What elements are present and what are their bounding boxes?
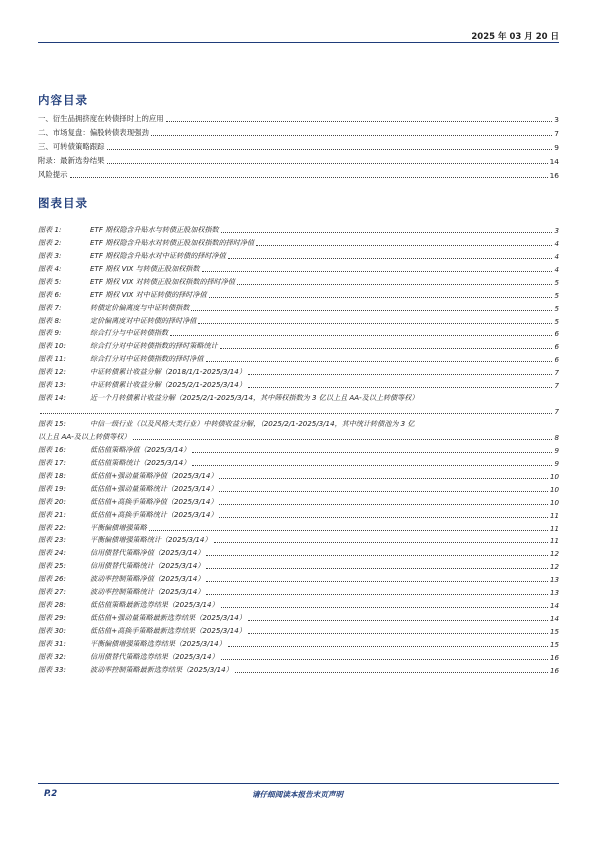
- figure-entry[interactable]: [38, 636, 559, 649]
- figure-number: 图表 9:: [38, 328, 62, 338]
- figure-caption: 信用债替代策略统计（2025/3/14）: [90, 561, 205, 571]
- figure-number: 图表 26:: [38, 574, 66, 584]
- figure-page: 15: [549, 639, 559, 649]
- figure-entry[interactable]: [38, 649, 559, 662]
- contents-title: 内容目录: [38, 93, 88, 107]
- toc-entry-label: 三、可转债策略跟踪: [38, 142, 105, 151]
- figure-number: 图表 10:: [38, 341, 66, 351]
- figure-caption: ETF 期权 VIX 与转债正股加权指数: [90, 263, 200, 273]
- figure-page: 5: [554, 316, 559, 326]
- leader-dots: [206, 555, 548, 556]
- figure-number: 图表 23:: [38, 535, 66, 545]
- leader-dots: [40, 413, 552, 414]
- figure-caption: 低估值策略统计（2025/3/14）: [90, 457, 191, 467]
- report-date: 2025 年 03 月 20 日: [471, 32, 559, 42]
- disclaimer-note: 请仔细阅读本报告末页声明: [251, 790, 344, 799]
- leader-dots: [221, 607, 548, 608]
- header-divider: [38, 42, 559, 43]
- figure-number: 图表 6:: [38, 289, 62, 299]
- leader-dots: [166, 121, 553, 122]
- leader-dots: [220, 348, 553, 349]
- figure-entry[interactable]: [38, 377, 559, 390]
- figure-entry[interactable]: [38, 455, 559, 468]
- figure-number: 图表 25:: [38, 561, 66, 571]
- leader-dots: [228, 258, 553, 259]
- figure-entry[interactable]: [38, 533, 559, 546]
- leader-dots: [206, 568, 548, 569]
- leader-dots: [192, 465, 552, 466]
- figure-number: 图表 21:: [38, 509, 66, 519]
- figure-number: 图表 22:: [38, 522, 66, 532]
- figure-caption: ETF 期权隐含升贴水与转债正股加权指数: [90, 224, 219, 234]
- figure-entry[interactable]: [38, 494, 559, 507]
- figure-page: 10: [549, 484, 559, 494]
- leader-dots: [192, 452, 552, 453]
- figure-caption: ETF 期权隐含升贴水对中证转债的择时净值: [90, 250, 226, 260]
- toc-entry-page: 3: [554, 115, 559, 124]
- figure-number: 图表 7:: [38, 302, 62, 312]
- figure-caption: 综合打分对中证转债指数的择时净值: [90, 354, 204, 364]
- figure-entry[interactable]: [38, 261, 559, 274]
- toc-entry[interactable]: [38, 152, 559, 166]
- leader-dots: [209, 297, 553, 298]
- figure-page: 11: [549, 510, 559, 520]
- leader-dots: [221, 659, 548, 660]
- leader-dots: [198, 323, 552, 324]
- figure-number: 图表 20:: [38, 496, 66, 506]
- toc-entry[interactable]: [38, 138, 559, 152]
- figure-entry[interactable]: [38, 520, 559, 533]
- figure-caption: 转债定价偏离度与中证转债指数: [90, 302, 190, 312]
- leader-dots: [248, 620, 548, 621]
- toc-entry-label: 一、衍生品拥挤度在转债择时上的应用: [38, 114, 164, 123]
- figure-caption: ETF 期权 VIX 对中证转债的择时净值: [90, 289, 207, 299]
- figure-caption: 低估值+高换手策略最新选券结果（2025/3/14）: [90, 626, 246, 635]
- figure-entry[interactable]: [38, 364, 559, 377]
- figure-entry[interactable]: [38, 571, 559, 584]
- figure-entry[interactable]: [38, 442, 559, 455]
- figure-page: 6: [554, 342, 559, 352]
- figure-entry[interactable]: [38, 287, 559, 300]
- leader-dots: [133, 439, 553, 440]
- leader-dots: [248, 374, 553, 375]
- leader-dots: [107, 163, 548, 164]
- figure-caption: ETF 期权 VIX 对转债正股加权指数的择时净值: [90, 276, 235, 286]
- figure-number: 图表 8:: [38, 315, 62, 325]
- figure-number: 图表 33:: [38, 664, 66, 674]
- figure-page: 7: [554, 368, 559, 378]
- leader-dots: [248, 387, 553, 388]
- figure-number: 图表 31:: [38, 638, 66, 648]
- figure-page: 11: [549, 523, 559, 533]
- figure-page: 13: [549, 588, 559, 598]
- figure-caption: 中信一级行业（以及风格大类行业）中转债收益分解，（2025/2/1-2025/3/14，其中统计转债池为 3 亿: [90, 419, 415, 428]
- figure-page: 5: [554, 277, 559, 287]
- toc-entry[interactable]: [38, 124, 559, 138]
- figure-caption: 低估值+高换手策略净值（2025/3/14）: [90, 496, 218, 506]
- figure-caption: 低估值+强动量策略统计（2025/3/14）: [90, 483, 218, 493]
- figure-entry[interactable]: [38, 545, 559, 558]
- leader-dots: [228, 646, 548, 647]
- contents-list: [38, 110, 559, 180]
- leader-dots: [206, 361, 553, 362]
- figure-number: 图表 27:: [38, 587, 66, 597]
- figure-entry[interactable]: [38, 584, 559, 597]
- figure-page: 14: [549, 601, 559, 611]
- figure-page: 12: [549, 549, 559, 559]
- figures-list: [38, 222, 559, 675]
- figure-number: 图表 30:: [38, 626, 66, 635]
- leader-dots: [214, 542, 548, 543]
- figure-number: 图表 5:: [38, 276, 62, 286]
- figure-caption: 中证转债累计收益分解（2018/1/1-2025/3/14）: [90, 367, 246, 377]
- figure-page: 12: [549, 562, 559, 572]
- figure-entry[interactable]: [38, 274, 559, 287]
- figure-entry[interactable]: [38, 623, 559, 636]
- figure-entry[interactable]: [38, 235, 559, 248]
- figure-page: 15: [549, 627, 559, 636]
- leader-dots: [206, 581, 548, 582]
- toc-entry-label: 附录：最新选券结果: [38, 156, 105, 165]
- figure-number: 图表 11:: [38, 354, 66, 364]
- figure-page: 10: [549, 471, 559, 481]
- figure-entry[interactable]: [38, 468, 559, 481]
- figure-caption-cont: 以上且 AA-及以上转债等权）: [38, 431, 131, 441]
- figure-caption: 平衡偏债增强策略: [90, 522, 147, 532]
- leader-dots: [221, 232, 553, 233]
- figure-entry-line: [38, 390, 559, 403]
- figure-caption: 低估值+高换手策略统计（2025/3/14）: [90, 509, 218, 519]
- figure-caption: 综合打分与中证转债指数: [90, 328, 169, 338]
- figure-entry[interactable]: [38, 338, 559, 351]
- leader-dots: [256, 245, 552, 246]
- leader-dots: [170, 335, 552, 336]
- figure-caption: 平衡偏债增强策略选券结果（2025/3/14）: [90, 638, 226, 648]
- leader-dots: [219, 517, 548, 518]
- figure-number: 图表 2:: [38, 237, 62, 247]
- figure-page: 11: [549, 536, 559, 546]
- leader-dots: [237, 284, 553, 285]
- figure-entry[interactable]: [38, 416, 559, 442]
- figure-entry[interactable]: [38, 558, 559, 571]
- figure-number: 图表 1:: [38, 224, 62, 234]
- figure-page: 13: [549, 575, 559, 585]
- figure-caption: 近一个月转债累计收益分解（2025/2/1-2025/3/14，其中筛权指数为 3 亿以上且 AA-及以上转债等权）: [90, 393, 419, 403]
- figure-number: 图表 15:: [38, 419, 66, 428]
- figure-entry[interactable]: [38, 610, 559, 623]
- figure-caption: 低估值+强动量策略净值（2025/3/14）: [90, 470, 218, 480]
- figure-number: 图表 28:: [38, 600, 66, 610]
- leader-dots: [206, 594, 548, 595]
- figure-number: 图表 13:: [38, 380, 66, 390]
- figure-caption: 低估值+强动量策略最新选券结果（2025/3/14）: [90, 613, 246, 623]
- toc-entry[interactable]: [38, 166, 559, 180]
- figure-number: 图表 12:: [38, 367, 66, 377]
- leader-dots: [219, 478, 548, 479]
- figure-entry[interactable]: [38, 597, 559, 610]
- figure-page: 9: [554, 445, 559, 455]
- figure-entry-line: [38, 416, 559, 429]
- figure-page: 4: [554, 264, 559, 274]
- figure-entry[interactable]: [38, 662, 559, 675]
- figure-number: 图表 17:: [38, 457, 66, 467]
- figure-entry[interactable]: [38, 507, 559, 520]
- figure-entry[interactable]: [38, 248, 559, 261]
- figure-page: 6: [554, 355, 559, 365]
- figure-caption: 波动率控制策略最新选券结果（2025/3/14）: [90, 664, 233, 674]
- figure-entry[interactable]: [38, 222, 559, 235]
- leader-dots: [151, 135, 552, 136]
- figure-page: 4: [554, 238, 559, 248]
- toc-entry-page: 9: [554, 143, 559, 152]
- figure-page: 3: [554, 225, 559, 235]
- figure-entry[interactable]: [38, 481, 559, 494]
- figure-number: 图表 29:: [38, 613, 66, 623]
- figure-number: 图表 32:: [38, 651, 66, 661]
- figure-caption: 低估值策略最新选券结果（2025/3/14）: [90, 600, 219, 610]
- figure-entry[interactable]: [38, 326, 559, 339]
- figure-caption: 综合打分对中证转债指数的择时策略统计: [90, 341, 218, 351]
- page-number: P.2: [44, 789, 58, 799]
- figure-number: 图表 14:: [38, 393, 66, 403]
- figure-page: 7: [554, 407, 559, 417]
- figure-caption: 波动率控制策略净值（2025/3/14）: [90, 574, 205, 584]
- figure-page: 5: [554, 290, 559, 300]
- figure-number: 图表 3:: [38, 250, 62, 260]
- figure-page: 6: [554, 329, 559, 339]
- figure-page: 16: [549, 665, 559, 675]
- leader-dots: [149, 530, 548, 531]
- figure-page: 10: [549, 497, 559, 507]
- figure-caption: 定价偏离度对中证转债的择时净值: [90, 315, 197, 325]
- figure-entry[interactable]: [38, 351, 559, 364]
- figure-entry[interactable]: [38, 300, 559, 313]
- figures-title: 图表目录: [38, 196, 88, 210]
- figure-entry-line: [38, 429, 559, 442]
- figure-entry[interactable]: [38, 390, 559, 416]
- figure-page: 16: [549, 652, 559, 662]
- leader-dots: [248, 633, 548, 634]
- leader-dots: [107, 149, 553, 150]
- footer-divider: [38, 783, 559, 784]
- toc-entry[interactable]: [38, 110, 559, 124]
- figure-caption: ETF 期权隐含升贴水对转债正股加权指数的择时净值: [90, 237, 255, 247]
- figure-page: 14: [549, 614, 559, 624]
- figure-entry-line: [38, 403, 559, 416]
- leader-dots: [191, 310, 552, 311]
- figure-caption: 平衡偏债增强策略统计（2025/3/14）: [90, 535, 212, 545]
- figure-caption: 信用债替代策略选券结果（2025/3/14）: [90, 651, 219, 661]
- figure-page: 8: [554, 432, 559, 442]
- toc-entry-label: 风险提示: [38, 170, 68, 179]
- figure-caption: 波动率控制策略统计（2025/3/14）: [90, 587, 205, 597]
- figure-number: 图表 19:: [38, 483, 66, 493]
- leader-dots: [235, 672, 548, 673]
- figure-caption: 低估值策略净值（2025/3/14）: [90, 444, 191, 454]
- figure-number: 图表 18:: [38, 470, 66, 480]
- leader-dots: [70, 177, 548, 178]
- leader-dots: [202, 271, 553, 272]
- figure-number: 图表 24:: [38, 548, 66, 558]
- figure-page: 9: [554, 458, 559, 468]
- figure-number: 图表 4:: [38, 263, 62, 273]
- toc-entry-page: 14: [549, 157, 559, 166]
- figure-entry[interactable]: [38, 313, 559, 326]
- toc-entry-page: 16: [549, 171, 559, 180]
- toc-entry-page: 7: [554, 129, 559, 138]
- toc-entry-label: 二、市场复盘：偏股转债表现强劲: [38, 128, 149, 137]
- leader-dots: [219, 491, 548, 492]
- leader-dots: [219, 504, 548, 505]
- figure-page: 7: [554, 381, 559, 391]
- figure-page: 5: [554, 303, 559, 313]
- figure-page: 4: [554, 251, 559, 261]
- figure-number: 图表 16:: [38, 444, 66, 454]
- figure-caption: 中证转债累计收益分解（2025/2/1-2025/3/14）: [90, 380, 246, 390]
- figure-caption: 信用债替代策略净值（2025/3/14）: [90, 548, 205, 558]
